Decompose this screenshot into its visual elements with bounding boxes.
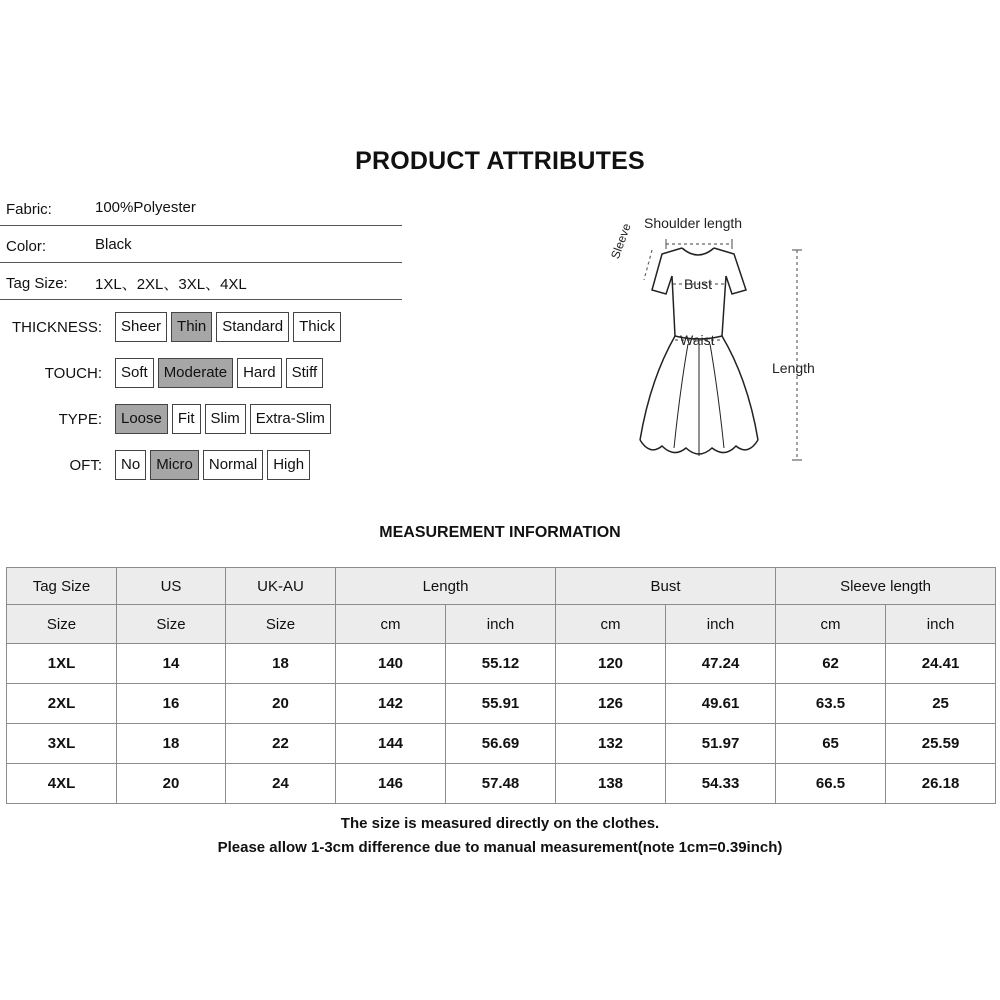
table-cell: 62: [776, 644, 886, 684]
table-cell: 56.69: [446, 724, 556, 764]
note-measured: The size is measured directly on the clothes.: [340, 815, 660, 832]
option-label: TYPE:: [58, 411, 102, 428]
header-cell: Sleeve length: [776, 568, 996, 605]
table-row: [7, 724, 996, 764]
header-cell: US: [117, 568, 226, 605]
option-chip-thick[interactable]: Thick: [293, 312, 341, 342]
length-label: Length: [772, 360, 815, 376]
table-cell: 57.48: [446, 764, 556, 804]
header-cell: cm: [336, 605, 446, 644]
table-cell: 25: [886, 684, 996, 724]
option-label: TOUCH:: [44, 365, 102, 382]
option-chip-stiff[interactable]: Stiff: [286, 358, 324, 388]
table-cell: 26.18: [886, 764, 996, 804]
note-difference: Please allow 1-3cm difference due to manual measurement(note 1cm=0.39inch): [217, 839, 783, 856]
table-row: [7, 644, 996, 684]
option-chip-loose[interactable]: Loose: [115, 404, 168, 434]
header-cell: Tag Size: [7, 568, 117, 605]
table-cell: 144: [336, 724, 446, 764]
header-cell: UK-AU: [226, 568, 336, 605]
attr-value: 100%Polyester: [95, 199, 196, 216]
header-cell: inch: [886, 605, 996, 644]
table-cell: 126: [556, 684, 666, 724]
option-chips: [115, 358, 323, 388]
page-title: PRODUCT ATTRIBUTES: [355, 147, 645, 175]
table-cell: 25.59: [886, 724, 996, 764]
table-cell: 22: [226, 724, 336, 764]
table-cell: 18: [226, 644, 336, 684]
table-cell: 138: [556, 764, 666, 804]
table-cell: 16: [117, 684, 226, 724]
table-cell: 132: [556, 724, 666, 764]
shoulder-length-label: Shoulder length: [644, 215, 743, 231]
table-cell: 24.41: [886, 644, 996, 684]
option-chip-extra-slim[interactable]: Extra-Slim: [250, 404, 331, 434]
option-chip-hard[interactable]: Hard: [237, 358, 282, 388]
attr-value: 1XL、2XL、3XL、4XL: [95, 276, 247, 293]
header-cell: inch: [666, 605, 776, 644]
table-cell: 2XL: [7, 684, 117, 724]
table-cell: 14: [117, 644, 226, 684]
table-row: [7, 684, 996, 724]
table-cell: 49.61: [666, 684, 776, 724]
option-chip-normal[interactable]: Normal: [203, 450, 263, 480]
dress-diagram: [600, 210, 840, 470]
option-row-thickness: [0, 312, 400, 342]
option-label: THICKNESS:: [11, 319, 102, 336]
table-cell: 47.24: [666, 644, 776, 684]
attr-value: Black: [95, 236, 132, 253]
table-cell: 1XL: [7, 644, 117, 684]
table-cell: 3XL: [7, 724, 117, 764]
option-chips: [115, 312, 341, 342]
table-cell: 63.5: [776, 684, 886, 724]
option-label: OFT:: [69, 457, 102, 474]
header-cell: Size: [226, 605, 336, 644]
attr-row-color: [0, 226, 402, 263]
attr-key: Tag Size:: [6, 275, 68, 292]
table-cell: 142: [336, 684, 446, 724]
table-cell: 146: [336, 764, 446, 804]
sleeve-label: Sleeve: [608, 221, 634, 261]
measurement-table: [6, 567, 996, 804]
option-chip-soft[interactable]: Soft: [115, 358, 154, 388]
table-cell: 140: [336, 644, 446, 684]
table-cell: 51.97: [666, 724, 776, 764]
option-chip-moderate[interactable]: Moderate: [158, 358, 233, 388]
waist-label: Waist: [680, 332, 715, 348]
table-cell: 18: [117, 724, 226, 764]
header-cell: Size: [7, 605, 117, 644]
option-chip-high[interactable]: High: [267, 450, 310, 480]
table-cell: 20: [226, 684, 336, 724]
option-chips: [115, 450, 310, 480]
table-cell: 20: [117, 764, 226, 804]
table-cell: 55.91: [446, 684, 556, 724]
header-cell: Size: [117, 605, 226, 644]
measurement-title: MEASUREMENT INFORMATION: [379, 524, 621, 541]
table-cell: 54.33: [666, 764, 776, 804]
option-chip-thin[interactable]: Thin: [171, 312, 212, 342]
option-row-oft: [0, 450, 400, 480]
table-cell: 120: [556, 644, 666, 684]
table-subheader-row: [7, 605, 996, 644]
bust-label: Bust: [684, 276, 713, 292]
table-cell: 24: [226, 764, 336, 804]
table-cell: 65: [776, 724, 886, 764]
table-row: [7, 764, 996, 804]
option-chip-fit[interactable]: Fit: [172, 404, 201, 434]
table-header-row: [7, 568, 996, 605]
option-row-touch: [0, 358, 400, 388]
attr-key: Color:: [6, 238, 47, 255]
option-chip-slim[interactable]: Slim: [205, 404, 246, 434]
option-chip-micro[interactable]: Micro: [150, 450, 199, 480]
header-cell: cm: [556, 605, 666, 644]
dress-drawing: [600, 210, 840, 470]
option-chip-no[interactable]: No: [115, 450, 146, 480]
attr-row-fabric: [0, 189, 402, 226]
attr-row-tag-size: [0, 263, 402, 300]
header-cell: inch: [446, 605, 556, 644]
option-chip-sheer[interactable]: Sheer: [115, 312, 167, 342]
table-cell: 55.12: [446, 644, 556, 684]
header-cell: Bust: [556, 568, 776, 605]
table-cell: 66.5: [776, 764, 886, 804]
option-chips: [115, 404, 331, 434]
header-cell: cm: [776, 605, 886, 644]
table-cell: 4XL: [7, 764, 117, 804]
option-chip-standard[interactable]: Standard: [216, 312, 289, 342]
header-cell: Length: [336, 568, 556, 605]
attr-key: Fabric:: [6, 201, 52, 218]
option-row-type: [0, 404, 400, 434]
